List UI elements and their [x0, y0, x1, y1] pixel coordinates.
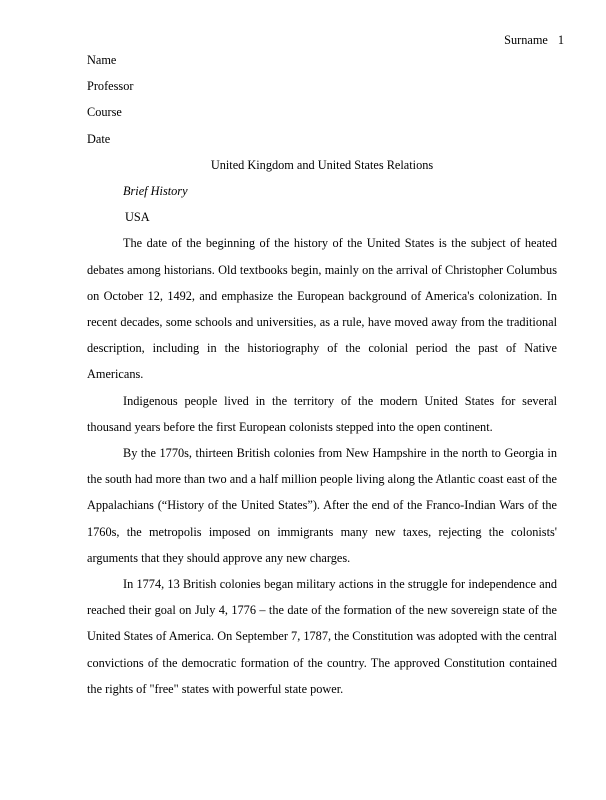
paragraph-2: Indigenous people lived in the territory of the modern United States for several thousand years before the first European colonists stepped into the open continent. — [87, 393, 557, 434]
paragraph-3: By the 1770s, thirteen British colonies from New Hampshire in the north to Georgia in the south had more than two and a half million people living along the Atlantic coast east of the Appalachians (“History of the United States”). After the end of the Franco-Indian Wars of the 1760s, the metropolis imposed on immigrants many new taxes, rejecting the colonists' arguments that they should approve any new charges. — [87, 446, 557, 565]
professor-name: Professor — [87, 79, 134, 94]
paragraph-1: The date of the beginning of the history of the United States is the subject of heated debates among historians. Old textbooks begin, mainly on the arrival of Christopher Columbus on October 12, 1492, and emphasize the European background of America's colonization. In recent decades, some schools and universities, as a rule, have moved away from the traditional description, including in the historiography of the colonial period the past of Native Americans. — [87, 236, 557, 382]
paragraph-4: In 1774, 13 British colonies began military actions in the struggle for independence and reached their goal on July 4, 1776 – the date of the formation of the new sovereign state of the United States of America. On September 7, 1787, the Constitution was adopted with the central convictions of the democratic formation of the country. The approved Constitution contained the rights of "free" states with powerful state power. — [87, 577, 557, 696]
document-title: United Kingdom and United States Relations — [210, 157, 434, 172]
subsection-heading: USA — [125, 210, 150, 225]
student-name: Name — [87, 53, 117, 67]
course-name: Course — [87, 105, 122, 120]
running-header — [504, 33, 564, 48]
document-body — [87, 47, 557, 702]
date-line: Date — [87, 131, 111, 146]
section-heading: Brief History — [123, 184, 188, 199]
header-surname: Surname — [504, 33, 548, 47]
page-number: 1 — [557, 33, 564, 47]
